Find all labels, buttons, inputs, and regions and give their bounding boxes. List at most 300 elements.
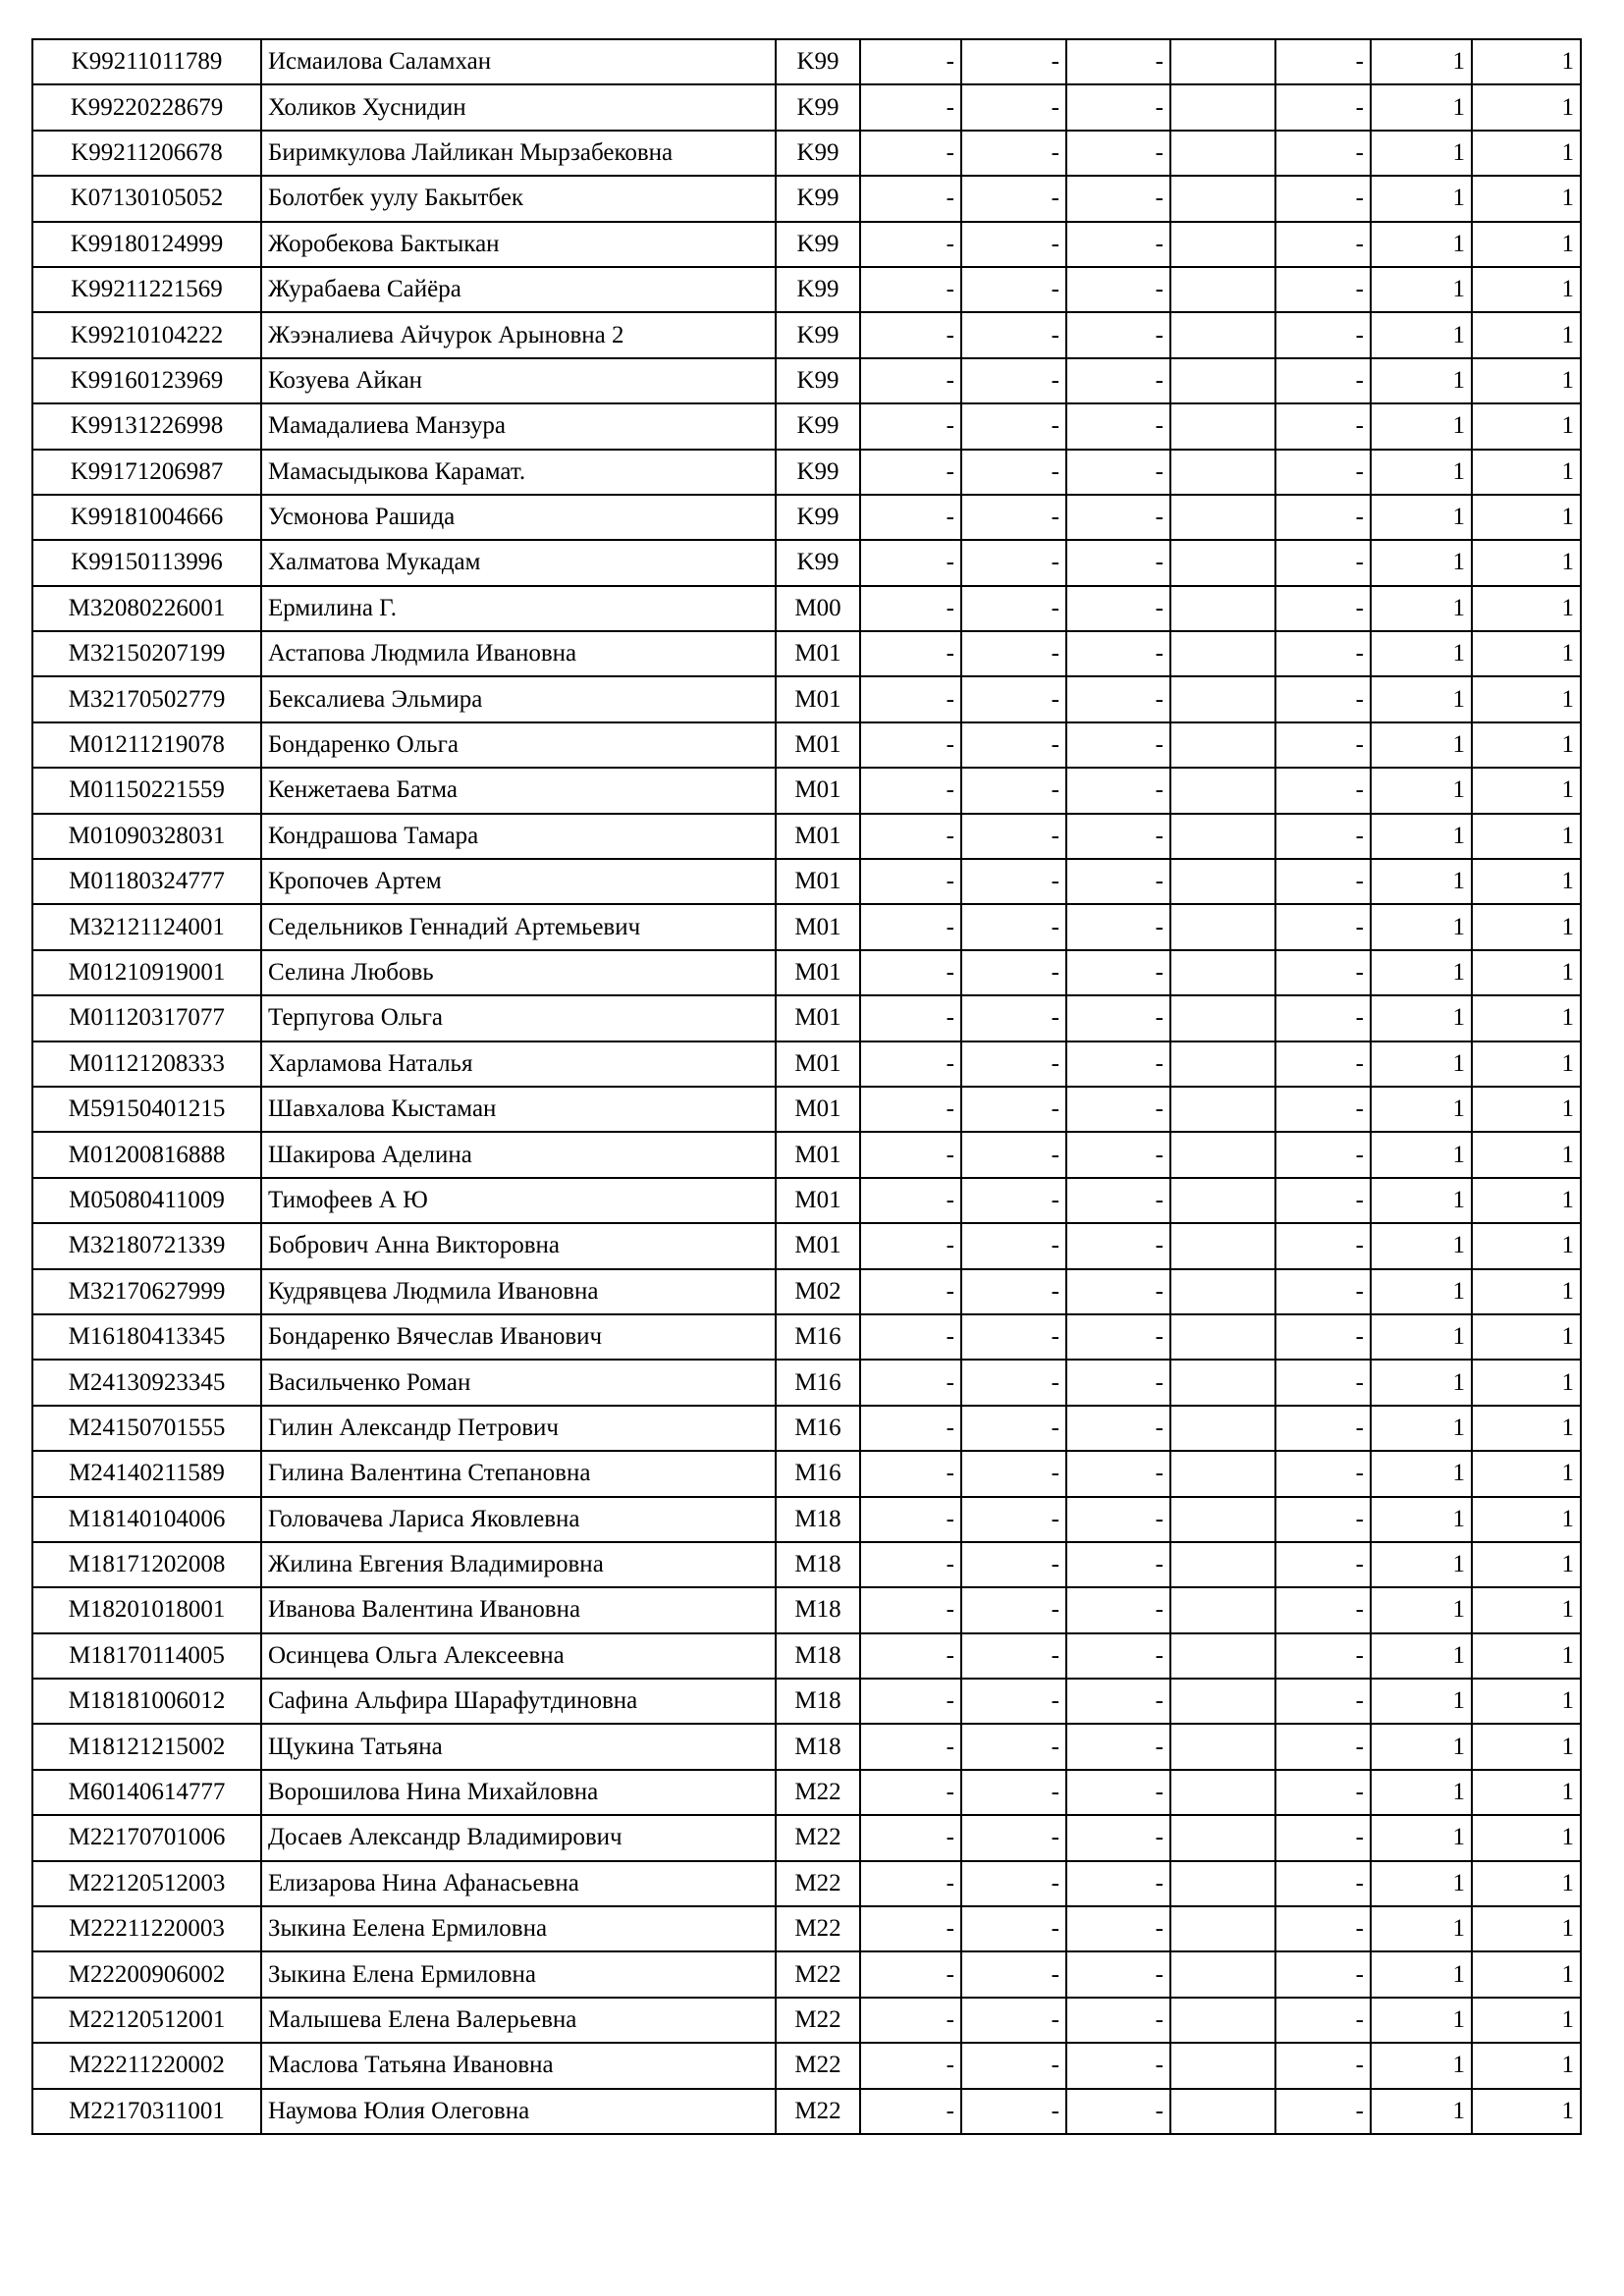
dash-cell: - <box>961 2043 1066 2088</box>
dash-cell: - <box>961 450 1066 495</box>
count-b-cell: 1 <box>1472 39 1581 84</box>
dash-cell: - <box>860 1906 961 1951</box>
dash-cell: - <box>860 1998 961 2043</box>
empty-cell <box>1170 312 1275 357</box>
code-cell: K99160123969 <box>32 358 261 403</box>
dash-cell: - <box>1275 1132 1371 1177</box>
empty-cell <box>1170 586 1275 631</box>
dash-cell: - <box>860 1360 961 1405</box>
code-cell: M01121208333 <box>32 1041 261 1087</box>
dash-cell: - <box>1066 84 1170 130</box>
dash-cell: - <box>961 586 1066 631</box>
empty-cell <box>1170 131 1275 176</box>
count-a-cell: 1 <box>1371 39 1472 84</box>
group-cell: K99 <box>776 495 860 540</box>
name-cell: Биримкулова Лайликан Мырзабековна <box>261 131 776 176</box>
dash-cell: - <box>1275 267 1371 312</box>
dash-cell: - <box>860 1724 961 1769</box>
dash-cell: - <box>1066 950 1170 995</box>
dash-cell: - <box>961 1724 1066 1769</box>
count-a-cell: 1 <box>1371 1679 1472 1724</box>
dash-cell: - <box>1275 1178 1371 1223</box>
dash-cell: - <box>1275 1587 1371 1632</box>
count-b-cell: 1 <box>1472 1360 1581 1405</box>
dash-cell: - <box>1066 676 1170 721</box>
group-cell: M01 <box>776 904 860 949</box>
name-cell: Усмонова Рашида <box>261 495 776 540</box>
empty-cell <box>1170 1633 1275 1679</box>
dash-cell: - <box>1275 1269 1371 1314</box>
empty-cell <box>1170 676 1275 721</box>
dash-cell: - <box>860 84 961 130</box>
count-a-cell: 1 <box>1371 1633 1472 1679</box>
name-cell: Маслова Татьяна Ивановна <box>261 2043 776 2088</box>
dash-cell: - <box>961 312 1066 357</box>
dash-cell: - <box>1066 267 1170 312</box>
code-cell: K99150113996 <box>32 540 261 585</box>
code-cell: M22120512003 <box>32 1861 261 1906</box>
group-cell: M01 <box>776 859 860 904</box>
dash-cell: - <box>860 631 961 676</box>
empty-cell <box>1170 1951 1275 1997</box>
count-b-cell: 1 <box>1472 1951 1581 1997</box>
dash-cell: - <box>860 450 961 495</box>
count-a-cell: 1 <box>1371 1314 1472 1360</box>
group-cell: M18 <box>776 1542 860 1587</box>
empty-cell <box>1170 176 1275 221</box>
group-cell: M22 <box>776 1951 860 1997</box>
empty-cell <box>1170 1542 1275 1587</box>
dash-cell: - <box>860 768 961 813</box>
dash-cell: - <box>1275 859 1371 904</box>
name-cell: Шавхалова Кыстаман <box>261 1087 776 1132</box>
dash-cell: - <box>860 586 961 631</box>
code-cell: M18121215002 <box>32 1724 261 1769</box>
code-cell: M60140614777 <box>32 1770 261 1815</box>
dash-cell: - <box>1066 1587 1170 1632</box>
dash-cell: - <box>860 403 961 449</box>
group-cell: M01 <box>776 676 860 721</box>
empty-cell <box>1170 904 1275 949</box>
count-a-cell: 1 <box>1371 312 1472 357</box>
count-a-cell: 1 <box>1371 131 1472 176</box>
group-cell: K99 <box>776 84 860 130</box>
dash-cell: - <box>1066 403 1170 449</box>
name-cell: Халматова Мукадам <box>261 540 776 585</box>
dash-cell: - <box>1275 39 1371 84</box>
dash-cell: - <box>1275 403 1371 449</box>
table-row <box>32 1679 1581 1724</box>
dash-cell: - <box>860 1861 961 1906</box>
table-row <box>32 2043 1581 2088</box>
name-cell: Кудрявцева Людмила Ивановна <box>261 1269 776 1314</box>
count-a-cell: 1 <box>1371 495 1472 540</box>
dash-cell: - <box>860 1178 961 1223</box>
dash-cell: - <box>860 1815 961 1860</box>
dash-cell: - <box>860 39 961 84</box>
dash-cell: - <box>860 312 961 357</box>
dash-cell: - <box>961 631 1066 676</box>
count-a-cell: 1 <box>1371 176 1472 221</box>
name-cell: Харламова Наталья <box>261 1041 776 1087</box>
dash-cell: - <box>1275 722 1371 768</box>
code-cell: M22211220002 <box>32 2043 261 2088</box>
name-cell: Зыкина Еелена Ермиловна <box>261 1906 776 1951</box>
dash-cell: - <box>1066 1451 1170 1496</box>
count-a-cell: 1 <box>1371 1497 1472 1542</box>
group-cell: M01 <box>776 1087 860 1132</box>
name-cell: Мамадалиева Манзура <box>261 403 776 449</box>
dash-cell: - <box>860 1633 961 1679</box>
dash-cell: - <box>1275 814 1371 859</box>
dash-cell: - <box>860 1314 961 1360</box>
code-cell: M22211220003 <box>32 1906 261 1951</box>
table-row <box>32 631 1581 676</box>
name-cell: Бондаренко Вячеслав Иванович <box>261 1314 776 1360</box>
name-cell: Головачева Лариса Яковлевна <box>261 1497 776 1542</box>
dash-cell: - <box>1066 1633 1170 1679</box>
dash-cell: - <box>1066 1314 1170 1360</box>
dash-cell: - <box>860 495 961 540</box>
name-cell: Елизарова Нина Афанасьевна <box>261 1861 776 1906</box>
dash-cell: - <box>1066 1951 1170 1997</box>
code-cell: M16180413345 <box>32 1314 261 1360</box>
group-cell: M01 <box>776 768 860 813</box>
group-cell: M22 <box>776 2089 860 2134</box>
code-cell: M01180324777 <box>32 859 261 904</box>
code-cell: M18171202008 <box>32 1542 261 1587</box>
dash-cell: - <box>1275 495 1371 540</box>
count-a-cell: 1 <box>1371 950 1472 995</box>
table-row <box>32 267 1581 312</box>
code-cell: M01150221559 <box>32 768 261 813</box>
code-cell: K99180124999 <box>32 222 261 267</box>
table-row <box>32 1360 1581 1405</box>
empty-cell <box>1170 1998 1275 2043</box>
empty-cell <box>1170 995 1275 1041</box>
dash-cell: - <box>961 1998 1066 2043</box>
count-a-cell: 1 <box>1371 1360 1472 1405</box>
dash-cell: - <box>961 950 1066 995</box>
name-cell: Исмаилова Саламхан <box>261 39 776 84</box>
name-cell: Сафина Альфира Шарафутдиновна <box>261 1679 776 1724</box>
dash-cell: - <box>1066 1406 1170 1451</box>
dash-cell: - <box>961 403 1066 449</box>
table-row <box>32 540 1581 585</box>
group-cell: K99 <box>776 358 860 403</box>
empty-cell <box>1170 722 1275 768</box>
table-row <box>32 1542 1581 1587</box>
dash-cell: - <box>1066 1679 1170 1724</box>
count-a-cell: 1 <box>1371 1906 1472 1951</box>
dash-cell: - <box>1275 1906 1371 1951</box>
count-b-cell: 1 <box>1472 586 1581 631</box>
dash-cell: - <box>1275 1770 1371 1815</box>
dash-cell: - <box>1275 1951 1371 1997</box>
dash-cell: - <box>961 540 1066 585</box>
dash-cell: - <box>961 904 1066 949</box>
dash-cell: - <box>961 267 1066 312</box>
group-cell: M01 <box>776 1223 860 1268</box>
code-cell: K99181004666 <box>32 495 261 540</box>
dash-cell: - <box>860 1497 961 1542</box>
dash-cell: - <box>860 1951 961 1997</box>
dash-cell: - <box>1275 586 1371 631</box>
dash-cell: - <box>1066 450 1170 495</box>
name-cell: Щукина Татьяна <box>261 1724 776 1769</box>
dash-cell: - <box>1275 1633 1371 1679</box>
table-row <box>32 1497 1581 1542</box>
dash-cell: - <box>1066 1041 1170 1087</box>
dash-cell: - <box>1275 1542 1371 1587</box>
dash-cell: - <box>1275 631 1371 676</box>
dash-cell: - <box>1066 586 1170 631</box>
dash-cell: - <box>961 722 1066 768</box>
name-cell: Жилина Евгения Владимировна <box>261 1542 776 1587</box>
dash-cell: - <box>860 2043 961 2088</box>
code-cell: M18181006012 <box>32 1679 261 1724</box>
group-cell: K99 <box>776 222 860 267</box>
name-cell: Иванова Валентина Ивановна <box>261 1587 776 1632</box>
dash-cell: - <box>1066 1770 1170 1815</box>
group-cell: K99 <box>776 131 860 176</box>
dash-cell: - <box>1275 540 1371 585</box>
count-b-cell: 1 <box>1472 722 1581 768</box>
dash-cell: - <box>1275 131 1371 176</box>
count-b-cell: 1 <box>1472 222 1581 267</box>
group-cell: M18 <box>776 1679 860 1724</box>
dash-cell: - <box>1066 1269 1170 1314</box>
code-cell: M32170627999 <box>32 1269 261 1314</box>
table-row <box>32 358 1581 403</box>
participants-table <box>31 38 1582 2135</box>
count-b-cell: 1 <box>1472 2089 1581 2134</box>
group-cell: M01 <box>776 722 860 768</box>
group-cell: K99 <box>776 312 860 357</box>
group-cell: M01 <box>776 814 860 859</box>
dash-cell: - <box>961 1497 1066 1542</box>
dash-cell: - <box>1066 312 1170 357</box>
count-b-cell: 1 <box>1472 1633 1581 1679</box>
empty-cell <box>1170 1178 1275 1223</box>
name-cell: Малышева Елена Валерьевна <box>261 1998 776 2043</box>
count-a-cell: 1 <box>1371 1041 1472 1087</box>
count-a-cell: 1 <box>1371 450 1472 495</box>
name-cell: Ворошилова Нина Михайловна <box>261 1770 776 1815</box>
count-a-cell: 1 <box>1371 1451 1472 1496</box>
name-cell: Осинцева Ольга Алексеевна <box>261 1633 776 1679</box>
empty-cell <box>1170 1679 1275 1724</box>
dash-cell: - <box>1275 1815 1371 1860</box>
dash-cell: - <box>1066 1906 1170 1951</box>
dash-cell: - <box>1066 1132 1170 1177</box>
code-cell: M32150207199 <box>32 631 261 676</box>
code-cell: M24140211589 <box>32 1451 261 1496</box>
count-a-cell: 1 <box>1371 586 1472 631</box>
count-b-cell: 1 <box>1472 950 1581 995</box>
group-cell: M16 <box>776 1314 860 1360</box>
count-a-cell: 1 <box>1371 84 1472 130</box>
dash-cell: - <box>1066 722 1170 768</box>
dash-cell: - <box>961 1451 1066 1496</box>
dash-cell: - <box>961 1314 1066 1360</box>
dash-cell: - <box>1275 312 1371 357</box>
dash-cell: - <box>961 1951 1066 1997</box>
empty-cell <box>1170 2043 1275 2088</box>
code-cell: M18201018001 <box>32 1587 261 1632</box>
empty-cell <box>1170 950 1275 995</box>
count-b-cell: 1 <box>1472 676 1581 721</box>
count-a-cell: 1 <box>1371 2089 1472 2134</box>
count-a-cell: 1 <box>1371 1861 1472 1906</box>
code-cell: M24150701555 <box>32 1406 261 1451</box>
name-cell: Седельников Геннадий Артемьевич <box>261 904 776 949</box>
dash-cell: - <box>860 676 961 721</box>
count-b-cell: 1 <box>1472 1815 1581 1860</box>
code-cell: M01090328031 <box>32 814 261 859</box>
dash-cell: - <box>961 358 1066 403</box>
dash-cell: - <box>1066 176 1170 221</box>
count-a-cell: 1 <box>1371 1178 1472 1223</box>
count-b-cell: 1 <box>1472 995 1581 1041</box>
group-cell: M18 <box>776 1497 860 1542</box>
name-cell: Астапова Людмила Ивановна <box>261 631 776 676</box>
group-cell: M01 <box>776 950 860 995</box>
group-cell: K99 <box>776 450 860 495</box>
count-a-cell: 1 <box>1371 859 1472 904</box>
count-a-cell: 1 <box>1371 814 1472 859</box>
dash-cell: - <box>860 1587 961 1632</box>
table-row <box>32 1770 1581 1815</box>
count-b-cell: 1 <box>1472 1587 1581 1632</box>
table-row <box>32 312 1581 357</box>
count-a-cell: 1 <box>1371 267 1472 312</box>
dash-cell: - <box>1275 1998 1371 2043</box>
table-row <box>32 904 1581 949</box>
group-cell: M01 <box>776 1132 860 1177</box>
dash-cell: - <box>1066 1998 1170 2043</box>
table-row <box>32 39 1581 84</box>
dash-cell: - <box>1066 358 1170 403</box>
empty-cell <box>1170 1314 1275 1360</box>
dash-cell: - <box>1275 1451 1371 1496</box>
count-a-cell: 1 <box>1371 1132 1472 1177</box>
dash-cell: - <box>860 950 961 995</box>
empty-cell <box>1170 1451 1275 1496</box>
count-a-cell: 1 <box>1371 676 1472 721</box>
name-cell: Зыкина Елена Ермиловна <box>261 1951 776 1997</box>
group-cell: M22 <box>776 1906 860 1951</box>
dash-cell: - <box>860 904 961 949</box>
name-cell: Ермилина Г. <box>261 586 776 631</box>
dash-cell: - <box>961 814 1066 859</box>
group-cell: M16 <box>776 1406 860 1451</box>
table-row <box>32 495 1581 540</box>
group-cell: M00 <box>776 586 860 631</box>
empty-cell <box>1170 540 1275 585</box>
count-b-cell: 1 <box>1472 1451 1581 1496</box>
count-a-cell: 1 <box>1371 995 1472 1041</box>
count-a-cell: 1 <box>1371 1223 1472 1268</box>
table-row <box>32 1314 1581 1360</box>
code-cell: M32121124001 <box>32 904 261 949</box>
dash-cell: - <box>1275 1223 1371 1268</box>
empty-cell <box>1170 39 1275 84</box>
name-cell: Жоробекова Бактыкан <box>261 222 776 267</box>
dash-cell: - <box>1066 2043 1170 2088</box>
group-cell: M01 <box>776 995 860 1041</box>
dash-cell: - <box>1275 450 1371 495</box>
code-cell: K99131226998 <box>32 403 261 449</box>
table-row <box>32 768 1581 813</box>
table-row <box>32 586 1581 631</box>
count-a-cell: 1 <box>1371 1587 1472 1632</box>
empty-cell <box>1170 631 1275 676</box>
empty-cell <box>1170 1861 1275 1906</box>
count-b-cell: 1 <box>1472 312 1581 357</box>
dash-cell: - <box>860 131 961 176</box>
table-row <box>32 1406 1581 1451</box>
count-b-cell: 1 <box>1472 84 1581 130</box>
dash-cell: - <box>1275 1360 1371 1405</box>
dash-cell: - <box>860 1679 961 1724</box>
dash-cell: - <box>1066 1815 1170 1860</box>
code-cell: K99171206987 <box>32 450 261 495</box>
count-b-cell: 1 <box>1472 131 1581 176</box>
group-cell: M22 <box>776 1861 860 1906</box>
code-cell: K07130105052 <box>32 176 261 221</box>
dash-cell: - <box>860 1542 961 1587</box>
dash-cell: - <box>1066 540 1170 585</box>
name-cell: Досаев Александр Владимирович <box>261 1815 776 1860</box>
count-b-cell: 1 <box>1472 1861 1581 1906</box>
count-a-cell: 1 <box>1371 358 1472 403</box>
count-b-cell: 1 <box>1472 1087 1581 1132</box>
dash-cell: - <box>1066 631 1170 676</box>
empty-cell <box>1170 859 1275 904</box>
dash-cell: - <box>1066 814 1170 859</box>
name-cell: Тимофеев А Ю <box>261 1178 776 1223</box>
name-cell: Жээналиева Айчурок Арыновна 2 <box>261 312 776 357</box>
code-cell: K99210104222 <box>32 312 261 357</box>
dash-cell: - <box>1275 1087 1371 1132</box>
count-b-cell: 1 <box>1472 859 1581 904</box>
name-cell: Селина Любовь <box>261 950 776 995</box>
dash-cell: - <box>1066 39 1170 84</box>
dash-cell: - <box>1275 950 1371 995</box>
dash-cell: - <box>1275 1497 1371 1542</box>
name-cell: Васильченко Роман <box>261 1360 776 1405</box>
count-b-cell: 1 <box>1472 1406 1581 1451</box>
dash-cell: - <box>961 495 1066 540</box>
dash-cell: - <box>860 358 961 403</box>
table-body <box>32 39 1581 2134</box>
count-a-cell: 1 <box>1371 1998 1472 2043</box>
count-b-cell: 1 <box>1472 1998 1581 2043</box>
empty-cell <box>1170 1724 1275 1769</box>
dash-cell: - <box>961 222 1066 267</box>
count-b-cell: 1 <box>1472 631 1581 676</box>
count-b-cell: 1 <box>1472 1269 1581 1314</box>
code-cell: K99211206678 <box>32 131 261 176</box>
count-a-cell: 1 <box>1371 768 1472 813</box>
table-row <box>32 176 1581 221</box>
table-row <box>32 1041 1581 1087</box>
count-b-cell: 1 <box>1472 1724 1581 1769</box>
table-row <box>32 1269 1581 1314</box>
count-a-cell: 1 <box>1371 540 1472 585</box>
dash-cell: - <box>1275 1861 1371 1906</box>
